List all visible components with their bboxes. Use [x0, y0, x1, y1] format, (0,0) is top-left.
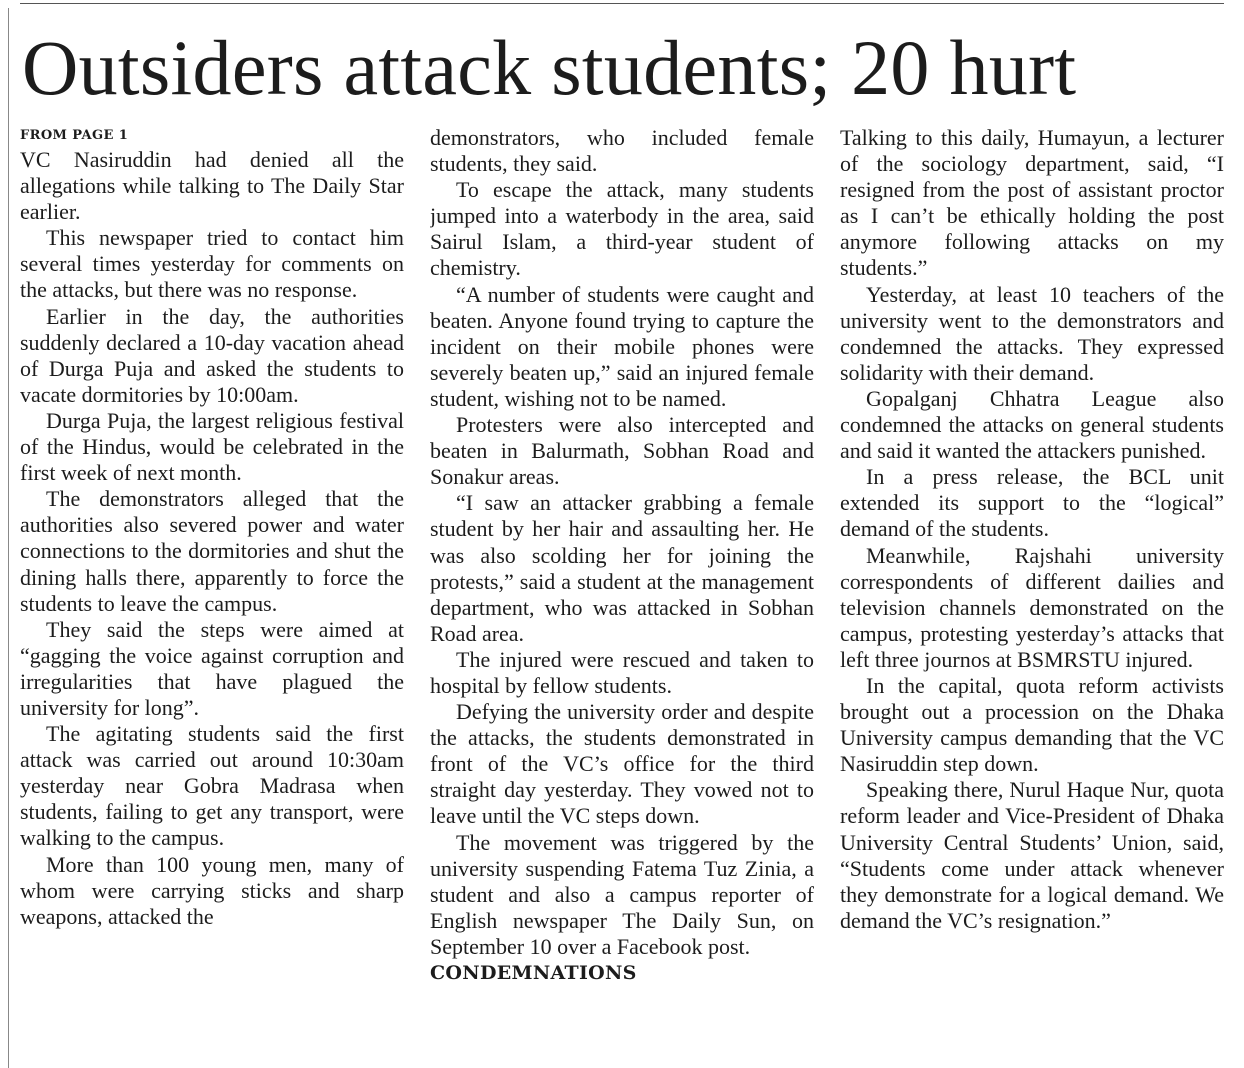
paragraph: Protesters were also intercepted and beaten in Balurmath, Sobhan Road and Sonakur areas.	[430, 412, 814, 490]
paragraph: In the capital, quota reform activists brought out a procession on the Dhaka University campus demanding that the VC Nasiruddin step down.	[840, 672, 1224, 777]
paragraph: The demonstrators alleged that the authorities also severed power and water connections to the dormitories and shut the dining halls there, apparently to force the students to leave the campus.	[20, 486, 404, 616]
column-2	[430, 125, 814, 1065]
paragraph: In a press release, the BCL unit extended its support to the “logical” demand of the students.	[840, 464, 1224, 542]
headline: Outsiders attack students; 20 hurt	[22, 24, 1077, 111]
paragraph: Meanwhile, Rajshahi university correspondents of different dailies and television channels demonstrated on the campus, protesting yesterday’s attacks that left three journos at BSMRSTU injured.	[840, 542, 1224, 672]
paragraph: Yesterday, at least 10 teachers of the university went to the demonstrators and condemned the attacks. They expressed solidarity with their demand.	[840, 281, 1224, 385]
paragraph: Earlier in the day, the authorities suddenly declared a 10-day vacation ahead of Durga Puja and asked the students to vacate dormitories by 10:00am.	[20, 303, 404, 407]
paragraph: The agitating students said the first attack was carried out around 10:30am yesterday near Gobra Madrasa when students, failing to get any transport, were walking to the campus.	[20, 721, 404, 851]
paragraph: More than 100 young men, many of whom were carrying sticks and sharp weapons, attacked the	[20, 851, 404, 929]
paragraph: This newspaper tried to contact him several times yesterday for comments on the attacks, but there was no response.	[20, 225, 404, 303]
paragraph: Defying the university order and despite the attacks, the students demonstrated in front of the VC’s office for the third straight day yesterday. They vowed not to leave until the VC steps down.	[430, 699, 814, 829]
paragraph: They said the steps were aimed at “gagging the voice against corruption and irregularities that have plagued the university for long”.	[20, 616, 404, 720]
paragraph: The movement was triggered by the university suspending Fatema Tuz Zinia, a student and also a campus reporter of English newspaper The Daily Sun, on September 10 over a Facebook post.	[430, 829, 814, 959]
subhead-condemnations: CONDEMNATIONS	[430, 962, 637, 984]
left-rule	[8, 8, 9, 1068]
kicker-from-page: FROM PAGE 1	[20, 128, 129, 143]
paragraph: The injured were rescued and taken to hospital by fellow students.	[430, 646, 814, 698]
top-rule	[20, 3, 1224, 4]
paragraph: Durga Puja, the largest religious festival of the Hindus, would be celebrated in the first week of next month.	[20, 407, 404, 486]
paragraph: Speaking there, Nurul Haque Nur, quota reform leader and Vice-President of Dhaka University Central Students’ Union, said, “Students come under attack whenever they demonstrate for a logical demand. We demand the VC’s resignation.”	[840, 777, 1224, 933]
paragraph: VC Nasiruddin had denied all the allegations while talking to The Daily Star earlier.	[20, 147, 404, 225]
paragraph: Talking to this daily, Humayun, a lecturer of the sociology department, said, “I resigned from the post of assistant proctor as I can’t be ethically holding the post anymore following attacks on my students.”	[840, 125, 1224, 281]
paragraph: To escape the attack, many students jumped into a waterbody in the area, said Sairul Islam, a third-year student of chemistry.	[430, 177, 814, 281]
paragraph: “I saw an attacker grabbing a female student by her hair and assaulting her. He was also scolding her for joining the protests,” said a student at the management department, who was attacked in Sobhan Road area.	[430, 490, 814, 646]
paragraph: “A number of students were caught and beaten. Anyone found trying to capture the incident on their mobile phones were severely beaten up,” said an injured female student, wishing not to be named.	[430, 281, 814, 411]
paragraph: demonstrators, who included female students, they said.	[430, 125, 814, 177]
column-1	[20, 125, 404, 1065]
column-3	[840, 125, 1224, 1065]
paragraph: Gopalganj Chhatra League also condemned the attacks on general students and said it wanted the attackers punished.	[840, 385, 1224, 464]
